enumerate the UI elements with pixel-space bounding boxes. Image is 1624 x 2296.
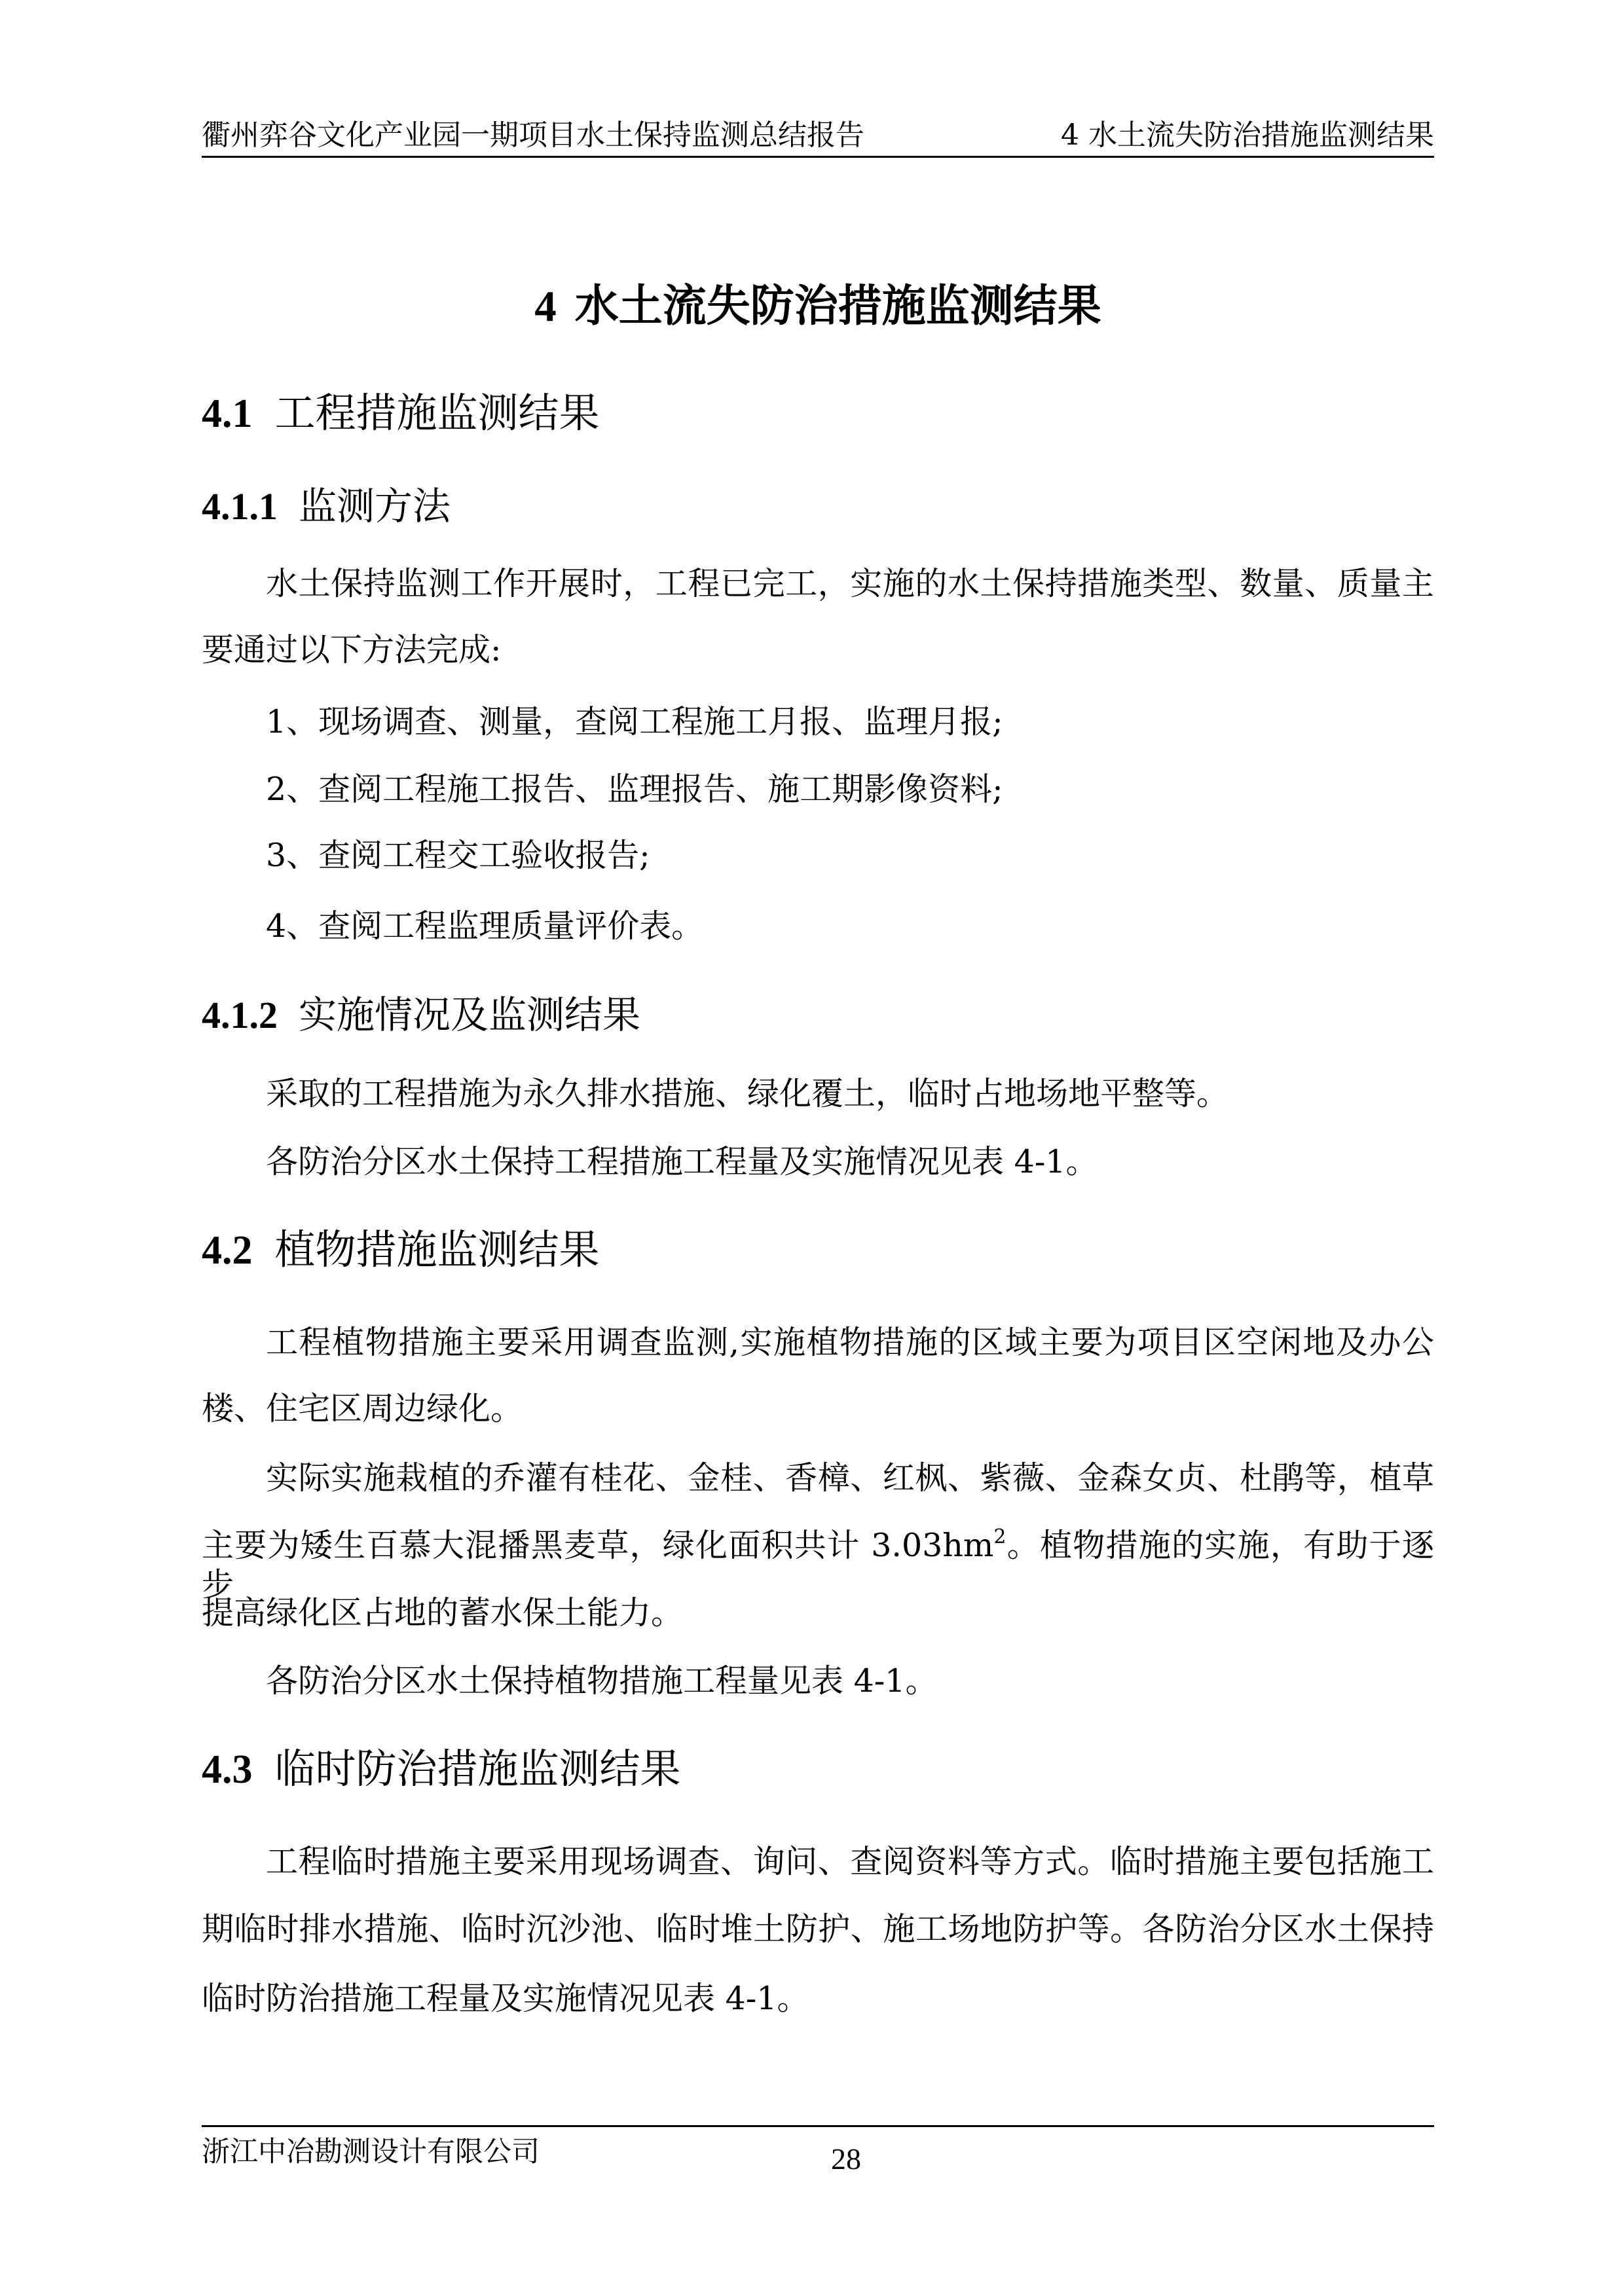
footer-rule [202, 2125, 1434, 2127]
paragraph-line: 水土保持监测工作开展时，工程已完工，实施的水土保持措施类型、数量、质量主 [266, 565, 1434, 602]
running-header-left: 衢州弈谷文化产业园一期项目水土保持监测总结报告 [202, 118, 864, 152]
chapter-title [202, 280, 1434, 332]
paragraph-line: 工程植物措施主要采用调查监测,实施植物措施的区域主要为项目区空闲地及办公 [266, 1324, 1434, 1361]
header-rule [202, 156, 1434, 158]
list-item: 2、查阅工程施工报告、监理报告、施工期影像资料; [266, 771, 1003, 808]
superscript: 2 [993, 1525, 1006, 1548]
section-heading-4-1 [202, 389, 1434, 437]
chapter-title-text: 水土流失防治措施监测结果 [574, 280, 1101, 331]
paragraph-line: 工程临时措施主要采用现场调查、询问、查阅资料等方式。临时措施主要包括施工 [266, 1843, 1434, 1880]
list-item: 3、查阅工程交工验收报告; [266, 837, 650, 874]
line-text: 。植物措施的实施，有助于逐步 [202, 1527, 1434, 1603]
paragraph-line: 各防治分区水土保持植物措施工程量见表 4-1。 [266, 1662, 938, 1700]
paragraph-line: 临时防治措施工程量及实施情况见表 4-1。 [202, 1980, 809, 2017]
paragraph-line [202, 1525, 1434, 1603]
paragraph-line: 采取的工程措施为永久排水措施、绿化覆土，临时占地场地平整等。 [266, 1075, 1229, 1112]
section-heading-4-3 [202, 1745, 1434, 1793]
paragraph-line: 要通过以下方法完成: [202, 631, 502, 668]
paragraph-line: 各防治分区水土保持工程措施工程量及实施情况见表 4-1。 [266, 1143, 1098, 1180]
paragraph-line: 期临时排水措施、临时沉沙池、临时堆土防护、施工场地防护等。各防治分区水土保持 [202, 1910, 1434, 1948]
subsection-number: 4.1.2 [202, 994, 278, 1036]
paragraph-line: 楼、住宅区周边绿化。 [202, 1390, 523, 1427]
section-number: 4.1 [202, 392, 253, 436]
section-number: 4.3 [202, 1747, 253, 1792]
subsection-title: 监测方法 [299, 484, 451, 528]
section-number: 4.2 [202, 1228, 253, 1273]
page-number: 28 [831, 2142, 861, 2176]
subsection-number: 4.1.1 [202, 485, 278, 528]
running-header-right: 4 水土流失防治措施监测结果 [1061, 118, 1434, 152]
chapter-number: 4 [534, 282, 557, 331]
section-heading-4-2 [202, 1226, 1434, 1274]
subsection-heading-4-1-1 [202, 483, 1434, 529]
section-title: 临时防治措施监测结果 [274, 1745, 681, 1793]
section-title: 工程措施监测结果 [274, 389, 600, 437]
paragraph-line: 提高绿化区占地的蓄水保土能力。 [202, 1594, 684, 1631]
subsection-heading-4-1-2 [202, 992, 1434, 1038]
line-text: 主要为矮生百慕大混播黑麦草，绿化面积共计 3.03hm [202, 1527, 994, 1564]
subsection-title: 实施情况及监测结果 [299, 993, 641, 1037]
list-item: 1、现场调查、测量，查阅工程施工月报、监理月报; [266, 703, 1003, 740]
list-item: 4、查阅工程监理质量评价表。 [266, 907, 704, 945]
paragraph-line: 实际实施栽植的乔灌有桂花、金桂、香樟、红枫、紫薇、金森女贞、杜鹃等，植草 [266, 1459, 1434, 1497]
section-title: 植物措施监测结果 [274, 1226, 600, 1273]
footer-company: 浙江中冶勘测设计有限公司 [202, 2136, 540, 2168]
